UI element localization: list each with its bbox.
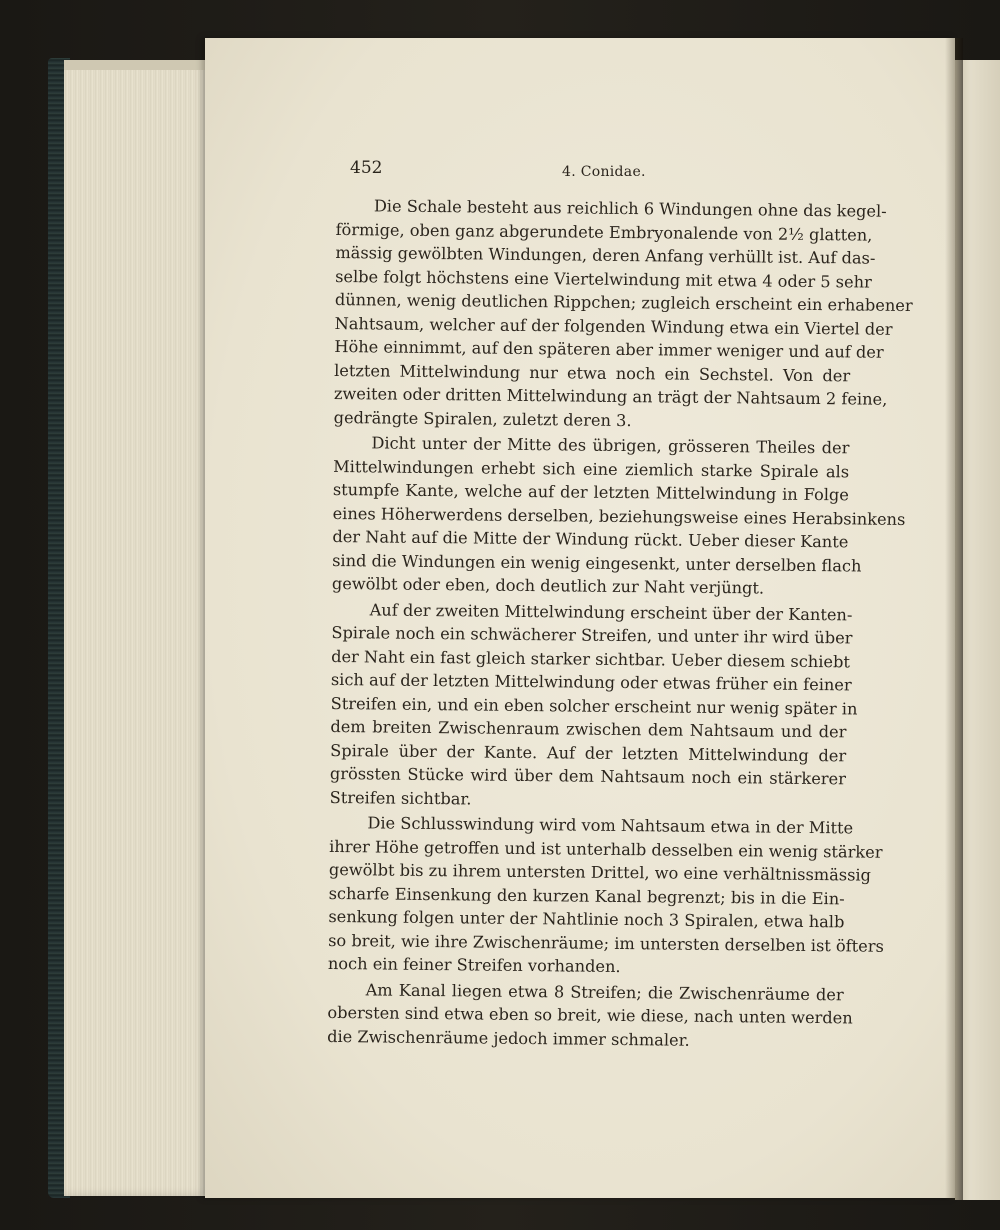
page-stack-top-edge xyxy=(64,60,212,70)
text-line: Am Kanal liegen etwa 8 Streifen; die Zwischenräume der xyxy=(365,979,844,1004)
text-line: gedrängte Spiralen, zuletzt deren 3. xyxy=(333,407,632,430)
paragraph xyxy=(329,597,858,814)
text-line: Nahtsaum, welcher auf der folgenden Windung etwa ein Viertel der xyxy=(334,313,893,339)
text-line: Mittelwindungen erhebt sich eine ziemlich starke Spirale als xyxy=(333,456,850,481)
text-line: Spirale über der Kante. Auf der letzten Mittelwindung der xyxy=(330,740,847,765)
text-line: sind die Windungen ein wenig eingesenkt, unter derselben flach xyxy=(332,550,862,576)
text-line: Höhe einnimmt, auf den späteren aber immer weniger und auf der xyxy=(334,336,884,362)
page-gutter-shadow xyxy=(945,38,963,1200)
text-line: obersten sind etwa eben so breit, wie diese, nach unten werden xyxy=(327,1002,853,1028)
text-line: Dicht unter der Mitte des übrigen, grösseren Theiles der xyxy=(371,433,850,458)
text-line: ihrer Höhe getroffen und ist unterhalb desselben ein wenig stärker xyxy=(329,836,883,862)
text-line: scharfe Einsenkung den kurzen Kanal begrenzt; bis in die Ein- xyxy=(328,883,845,908)
text-line: noch ein feiner Streifen vorhanden. xyxy=(327,953,621,977)
paragraph xyxy=(327,811,884,981)
text-line: so breit, wie ihre Zwischenräume; im untersten derselben ist öfters xyxy=(328,930,884,956)
text-line: zweiten oder dritten Mittelwindung an trägt der Nahtsaum 2 feine, xyxy=(333,383,888,409)
paragraph xyxy=(327,977,853,1053)
page-stack-left xyxy=(64,60,212,1196)
text-line: Die Schlusswindung wird vom Nahtsaum etwa in der Mitte xyxy=(367,813,854,838)
text-line: letzten Mittelwindung nur etwa noch ein Sechstel. Von der xyxy=(334,360,851,385)
text-line: eines Höherwerdens derselben, beziehungsweise eines Herabsinkens xyxy=(332,503,906,529)
text-line: sich auf der letzten Mittelwindung oder etwas früher ein feiner xyxy=(330,669,852,695)
text-line: Spirale noch ein schwächerer Streifen, und unter ihr wird über xyxy=(331,622,853,648)
text-line: förmige, oben ganz abgerundete Embryonalende von 2½ glatten, xyxy=(335,219,873,245)
text-line: stumpfe Kante, welche auf der letzten Mittelwindung in Folge xyxy=(332,479,849,505)
page-number: 452 xyxy=(350,158,383,178)
text-line: Streifen sichtbar. xyxy=(329,787,472,808)
paragraph xyxy=(331,431,906,601)
text-line: mässig gewölbten Windungen, deren Anfang verhüllt ist. Auf das- xyxy=(335,242,876,268)
text-line: Streifen ein, und ein eben solcher erscheint nur wenig später in xyxy=(330,693,858,718)
text-line: Auf der zweiten Mittelwindung erscheint über der Kanten- xyxy=(369,599,853,624)
text-line: senkung folgen unter der Nahtlinie noch 3 Spiralen, etwa halb xyxy=(328,906,845,932)
paragraph xyxy=(333,194,913,434)
running-title: 4. Conidae. xyxy=(562,164,646,180)
body-text xyxy=(327,194,913,1055)
text-line: der Naht auf die Mitte der Windung rückt. Ueber dieser Kante xyxy=(332,526,849,552)
text-line: grössten Stücke wird über dem Nahtsaum noch ein stärkerer xyxy=(329,763,847,789)
text-line: gewölbt oder eben, doch deutlich zur Naht verjüngt. xyxy=(331,573,765,598)
text-line: dem breiten Zwischenraum zwischen dem Nahtsaum und der xyxy=(330,716,847,742)
text-line: dünnen, wenig deutlichen Rippchen; zugleich erscheint ein erhabener xyxy=(334,289,913,316)
page-header xyxy=(350,158,860,188)
text-line: selbe folgt höchstens eine Viertelwindung mit etwa 4 oder 5 sehr xyxy=(335,266,872,292)
text-line: Die Schale besteht aus reichlich 6 Windungen ohne das kegel- xyxy=(373,196,887,221)
text-line: gewölbt bis zu ihrem untersten Drittel, wo eine verhältnissmässig xyxy=(328,859,872,885)
text-line: die Zwischenräume jedoch immer schmaler. xyxy=(327,1026,690,1050)
text-line: der Naht ein fast gleich starker sichtbar. Ueber diesem schiebt xyxy=(331,646,850,671)
